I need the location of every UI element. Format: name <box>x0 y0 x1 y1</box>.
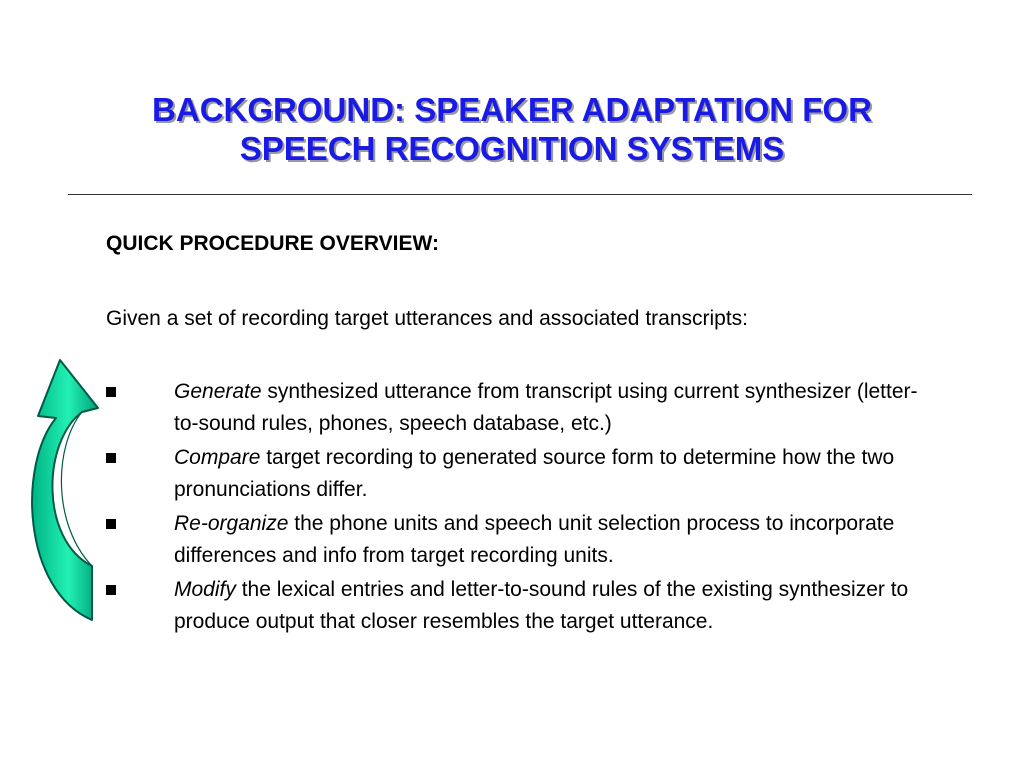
bullet-verb: Generate <box>174 380 262 403</box>
square-bullet-icon <box>106 519 116 529</box>
section-heading: QUICK PROCEDURE OVERVIEW: <box>106 232 439 255</box>
title-divider <box>68 194 972 195</box>
list-item <box>106 442 926 506</box>
slide-title <box>60 90 964 168</box>
list-item <box>106 508 926 572</box>
curved-up-arrow-icon <box>20 356 100 626</box>
intro-text: Given a set of recording target utterances and associated transcripts: <box>106 307 749 330</box>
bullet-verb: Compare <box>174 446 261 469</box>
bullet-text: target recording to generated source form to determine how the two pronunciations differ. <box>174 446 895 501</box>
square-bullet-icon <box>106 387 116 397</box>
square-bullet-icon <box>106 453 116 463</box>
bullet-verb: Modify <box>174 578 236 601</box>
title-line-2: SPEECH RECOGNITION SYSTEMS <box>239 130 785 167</box>
bullet-text: the phone units and speech unit selection process to incorporate differences and info from target recording units. <box>174 512 895 567</box>
list-item <box>106 574 926 638</box>
procedure-list <box>106 376 926 640</box>
square-bullet-icon <box>106 585 116 595</box>
bullet-verb: Re-organize <box>174 512 289 535</box>
bullet-text: the lexical entries and letter-to-sound rules of the existing synthesizer to produce output that closer resembles the target utterance. <box>174 578 909 633</box>
title-line-1: BACKGROUND: SPEAKER ADAPTATION FOR <box>152 91 872 128</box>
bullet-text: synthesized utterance from transcript using current synthesizer (letter-to-sound rules, phones, speech database, etc.) <box>174 380 918 435</box>
list-item <box>106 376 926 440</box>
